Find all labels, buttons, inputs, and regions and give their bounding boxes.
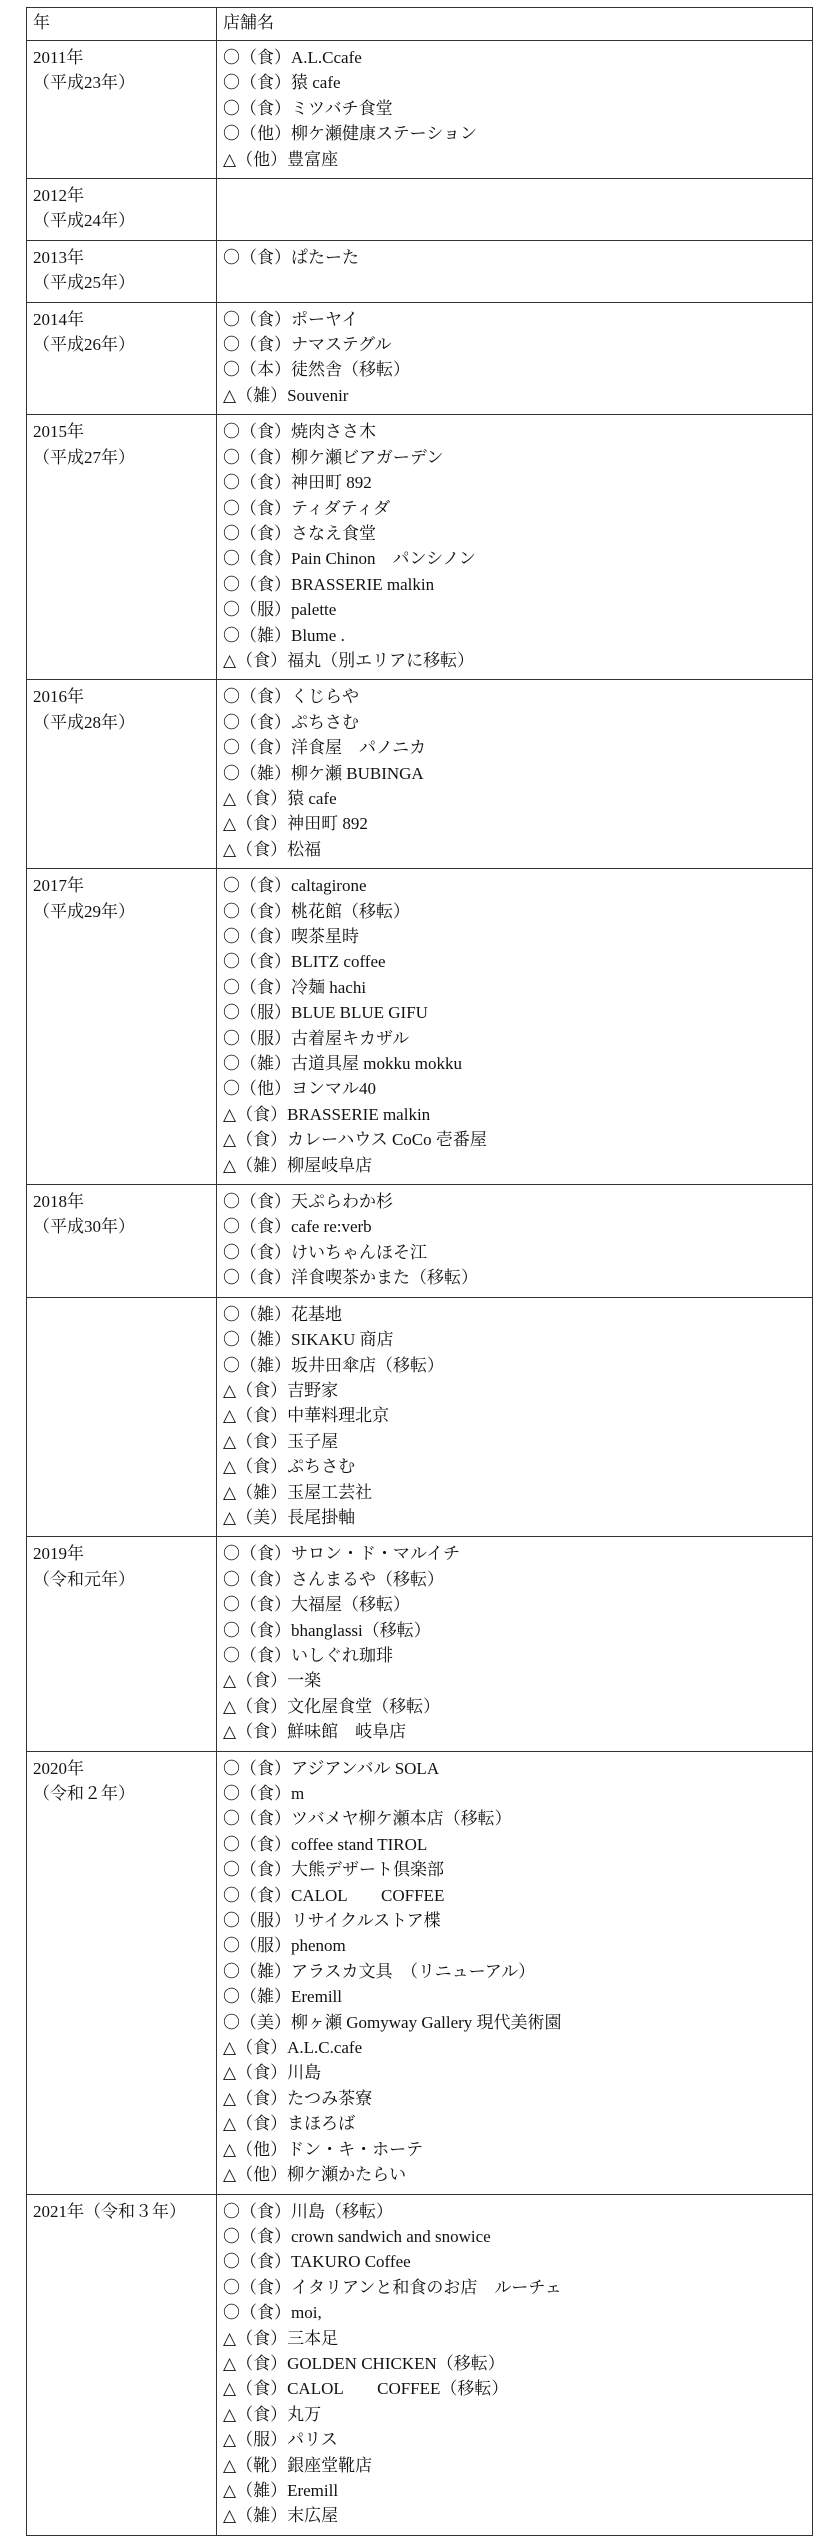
year-cell xyxy=(27,179,217,241)
header-row xyxy=(27,8,813,41)
shop-entry: △（雑）末広屋 xyxy=(223,2506,339,2526)
year-label: 2013年 xyxy=(33,247,84,267)
shop-entry: △（雑）Souvenir xyxy=(223,385,349,405)
shop-history-table-wrapper xyxy=(26,7,812,2536)
era-label: （平成23年） xyxy=(33,73,135,93)
era-label: （平成25年） xyxy=(33,273,135,293)
table-row xyxy=(27,302,813,415)
shop-history-table xyxy=(26,7,813,2536)
shop-entry: 〇（食）CALOL COFFEE xyxy=(223,1885,445,1905)
header-year: 年 xyxy=(27,8,217,41)
shop-entry: 〇（食）moi, xyxy=(223,2303,322,2323)
shop-entry: 〇（食）crown sandwich and snowice xyxy=(223,2226,491,2246)
shop-entry: 〇（食）TAKURO Coffee xyxy=(223,2252,411,2272)
shop-entry: △（雑）柳屋岐阜店 xyxy=(223,1155,373,1175)
shop-entry: △（食）ぷちさむ xyxy=(223,1457,356,1477)
shop-entry: 〇（美）柳ヶ瀬 Gomyway Gallery 現代美術園 xyxy=(223,2012,562,2032)
shop-entry: 〇（食）bhanglassi（移転） xyxy=(223,1620,431,1640)
year-label: 2018年 xyxy=(33,1192,84,1212)
shops-cell xyxy=(217,680,813,869)
shop-entry: △（食）玉子屋 xyxy=(223,1431,339,1451)
shop-entry: △（雑）玉屋工芸社 xyxy=(223,1482,373,1502)
table-body xyxy=(27,41,813,2536)
shop-entry: 〇（食）ミツバチ食堂 xyxy=(223,98,393,118)
shop-entry: △（食）BRASSERIE malkin xyxy=(223,1104,431,1124)
shop-entry: △（食）三本足 xyxy=(223,2328,339,2348)
era-label: （平成27年） xyxy=(33,447,135,467)
shop-entry: 〇（服）古着屋キカザル xyxy=(223,1028,410,1048)
shop-entry: 〇（食）ぱたーた xyxy=(223,247,359,267)
shop-entry: 〇（食）cafe re:verb xyxy=(223,1217,372,1237)
shop-entry: △（靴）銀座堂靴店 xyxy=(223,2455,373,2475)
era-label: （平成28年） xyxy=(33,712,135,732)
shop-entry: △（他）柳ケ瀬かたらい xyxy=(223,2165,407,2185)
shop-entry: 〇（食）くじらや xyxy=(223,687,359,707)
shop-entry: 〇（食）caltagirone xyxy=(223,876,367,896)
shop-entry: 〇（食）アジアンバル SOLA xyxy=(223,1758,440,1778)
year-label: 2012年 xyxy=(33,186,84,206)
table-row xyxy=(27,41,813,179)
shop-entry: 〇（食）m xyxy=(223,1784,305,1803)
year-cell xyxy=(27,41,217,179)
era-label: （平成24年） xyxy=(33,211,135,231)
shop-entry: 〇（雑）古道具屋 mokku mokku xyxy=(223,1054,462,1074)
year-cell xyxy=(27,680,217,869)
era-label: （令和２年） xyxy=(33,1784,135,1803)
shops-cell xyxy=(217,41,813,179)
shop-entry: △（食）文化屋食堂（移転） xyxy=(223,1696,441,1716)
shop-entry: 〇（食）ぷちさむ xyxy=(223,712,359,732)
shop-entry: 〇（服）リサイクルストア楪 xyxy=(223,1911,441,1931)
year-cell xyxy=(27,302,217,415)
shop-entry: △（食）川島 xyxy=(223,2063,322,2083)
shops-cell xyxy=(217,240,813,302)
shop-entry: 〇（食）イタリアンと和食のお店 ルーチェ xyxy=(223,2277,562,2297)
shop-entry: △（食）松福 xyxy=(223,839,322,859)
year-label: 2016年 xyxy=(33,687,84,707)
shop-entry: 〇（食）天ぷらわか杉 xyxy=(223,1192,393,1212)
shop-entry: 〇（食）洋食喫茶かまた（移転） xyxy=(223,1268,478,1288)
shop-entry: 〇（食）さなえ食堂 xyxy=(223,523,376,543)
shop-entry: △（食）CALOL COFFEE（移転） xyxy=(223,2379,509,2399)
shops-cell xyxy=(217,415,813,680)
table-row xyxy=(27,2194,813,2535)
shop-entry: 〇（服）BLUE BLUE GIFU xyxy=(223,1003,428,1023)
shop-entry: △（他）ドン・キ・ホーテ xyxy=(223,2139,424,2159)
shop-entry: 〇（食）洋食屋 パノニカ xyxy=(223,738,427,758)
shop-entry: △（他）豊富座 xyxy=(223,149,339,169)
year-label: 2011年 xyxy=(33,48,84,67)
shop-entry: 〇（食）柳ケ瀬ビアガーデン xyxy=(223,447,444,467)
year-cell xyxy=(27,240,217,302)
shop-entry: 〇（食）けいちゃんほそ江 xyxy=(223,1242,427,1262)
shops-cell xyxy=(217,1537,813,1751)
shop-entry: 〇（食）桃花館（移転） xyxy=(223,901,410,921)
shop-entry: 〇（食）ナマステグル xyxy=(223,335,392,355)
shop-entry: 〇（本）徒然舎（移転） xyxy=(223,360,410,380)
shop-entry: 〇（雑）アラスカ文具 （リニューアル） xyxy=(223,1961,536,1981)
shop-entry: 〇（雑）花基地 xyxy=(223,1304,342,1324)
shop-entry: △（食）吉野家 xyxy=(223,1380,339,1400)
shop-entry: 〇（食）焼肉ささ木 xyxy=(223,422,376,442)
shop-entry: △（雑）Eremill xyxy=(223,2480,339,2500)
shop-entry: 〇（食）さんまるや（移転） xyxy=(223,1569,444,1589)
shop-entry: 〇（食）A.L.Ccafe xyxy=(223,48,362,67)
shop-entry: △（食）猿 cafe xyxy=(223,788,337,808)
shops-cell xyxy=(217,869,813,1185)
table-row xyxy=(27,1185,813,1298)
year-cell xyxy=(27,2194,217,2535)
shop-entry: 〇（他）ヨンマル40 xyxy=(223,1079,376,1099)
shop-entry: 〇（他）柳ケ瀬健康ステーション xyxy=(223,124,477,144)
shop-entry: 〇（食）冷麺 hachi xyxy=(223,977,367,997)
shop-entry: △（食）たつみ茶寮 xyxy=(223,2088,373,2108)
shop-entry: △（食）一楽 xyxy=(223,1671,322,1691)
shop-entry: △（食）まほろば xyxy=(223,2114,356,2134)
shop-entry: △（食）鮮味館 岐阜店 xyxy=(223,1722,407,1742)
year-label: 2015年 xyxy=(33,422,84,442)
shop-entry: △（食）福丸（別エリアに移転） xyxy=(223,650,475,670)
shop-entry: 〇（雑）Blume . xyxy=(223,625,345,645)
shop-entry: △（食）GOLDEN CHICKEN（移転） xyxy=(223,2353,505,2373)
shop-entry: △（食）カレーハウス CoCo 壱番屋 xyxy=(223,1130,487,1150)
shop-entry: 〇（服）phenom xyxy=(223,1936,346,1956)
shop-entry: △（食）A.L.C.cafe xyxy=(223,2038,363,2058)
table-row xyxy=(27,869,813,1185)
shop-entry: 〇（雑）柳ケ瀬 BUBINGA xyxy=(223,763,424,783)
shops-cell xyxy=(217,1297,813,1537)
shop-entry: △（食）神田町 892 xyxy=(223,814,368,834)
year-cell xyxy=(27,1751,217,2194)
shop-entry: 〇（食）BRASSERIE malkin xyxy=(223,574,435,594)
year-cell xyxy=(27,1185,217,1298)
year-label: 2014年 xyxy=(33,309,84,329)
shop-entry: 〇（食）coffee stand TIROL xyxy=(223,1834,428,1854)
shops-cell xyxy=(217,179,813,241)
table-row xyxy=(27,415,813,680)
shop-entry: 〇（雑）Eremill xyxy=(223,1987,342,2007)
shop-entry: 〇（食）大熊デザート倶楽部 xyxy=(223,1860,444,1880)
year-cell xyxy=(27,869,217,1185)
era-label: （平成26年） xyxy=(33,335,135,355)
era-label: （平成29年） xyxy=(33,901,135,921)
shop-entry: 〇（食）川島（移転） xyxy=(223,2201,393,2221)
shop-entry: 〇（雑）SIKAKU 商店 xyxy=(223,1330,394,1350)
shops-cell xyxy=(217,302,813,415)
shop-entry: 〇（食）喫茶星時 xyxy=(223,927,359,946)
table-row xyxy=(27,1751,813,2194)
shop-entry: 〇（食）猿 cafe xyxy=(223,73,341,93)
shop-entry: 〇（食）BLITZ coffee xyxy=(223,952,386,972)
era-label: （平成30年） xyxy=(33,1217,135,1237)
shops-cell xyxy=(217,1185,813,1298)
year-label: 2021年（令和３年） xyxy=(33,2201,186,2221)
shop-entry: 〇（食）ティダティダ xyxy=(223,498,391,518)
shops-cell xyxy=(217,1751,813,2194)
shop-entry: 〇（食）ツバメヤ柳ケ瀬本店（移転） xyxy=(223,1809,512,1829)
year-label: 2019年 xyxy=(33,1544,84,1564)
shop-entry: 〇（食）サロン・ド・マルイチ xyxy=(223,1544,461,1564)
year-cell xyxy=(27,1297,217,1537)
shop-entry: 〇（服）palette xyxy=(223,600,337,620)
table-row xyxy=(27,179,813,241)
year-cell xyxy=(27,415,217,680)
shop-entry: △（食）中華料理北京 xyxy=(223,1406,390,1426)
shop-entry: 〇（食）いしぐれ珈琲 xyxy=(223,1645,393,1665)
shop-entry: △（服）パリス xyxy=(223,2430,338,2450)
year-cell xyxy=(27,1537,217,1751)
shop-entry: 〇（食）ポーヤイ xyxy=(223,309,359,329)
shop-entry: 〇（食）Pain Chinon パンシノン xyxy=(223,549,476,569)
shop-entry: △（美）長尾掛軸 xyxy=(223,1507,356,1527)
shops-cell xyxy=(217,2194,813,2535)
table-row xyxy=(27,1297,813,1537)
shop-entry: 〇（雑）坂井田傘店（移転） xyxy=(223,1355,444,1375)
era-label: （令和元年） xyxy=(33,1569,135,1589)
year-label: 2017年 xyxy=(33,876,84,896)
table-row xyxy=(27,1537,813,1751)
year-label: 2020年 xyxy=(33,1758,84,1778)
table-row xyxy=(27,240,813,302)
table-row xyxy=(27,680,813,869)
shop-entry: 〇（食）神田町 892 xyxy=(223,473,372,493)
header-shops: 店舗名 xyxy=(217,8,813,41)
shop-entry: △（食）丸万 xyxy=(223,2404,322,2424)
shop-entry: 〇（食）大福屋（移転） xyxy=(223,1595,410,1615)
